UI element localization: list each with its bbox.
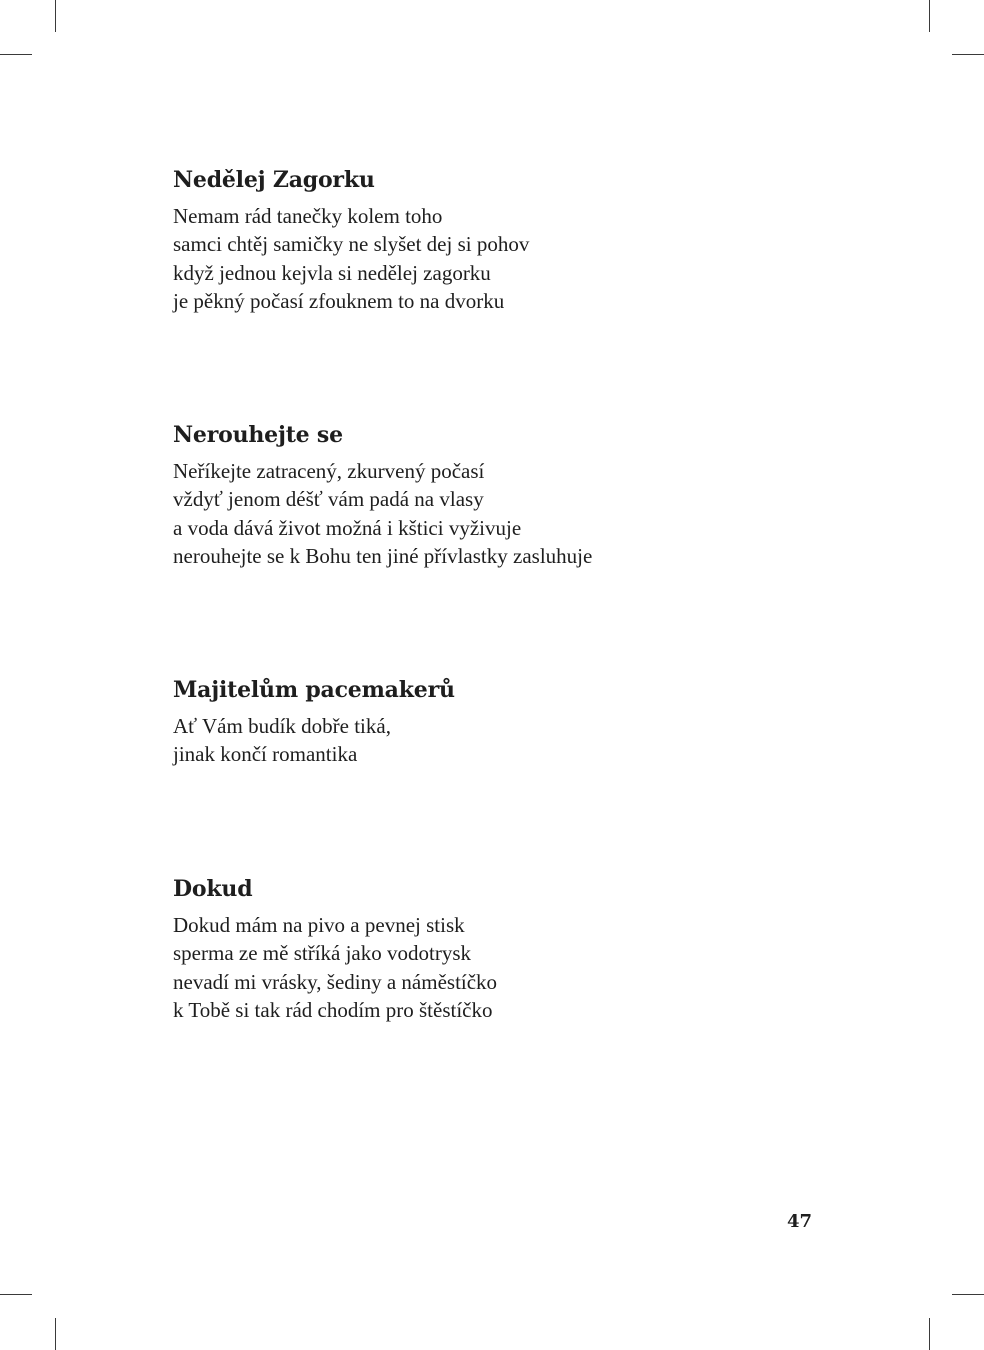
poem-line: je pěkný počasí zfouknem to na dvorku — [173, 289, 505, 314]
crop-mark-top-left-vertical — [55, 0, 56, 32]
poem-title: Nedělej Zagorku — [173, 167, 375, 193]
poem-line: vždyť jenom déšť vám padá na vlasy — [173, 487, 484, 512]
poem-line: nerouhejte se k Bohu ten jiné přívlastky zasluhuje — [173, 544, 593, 569]
poem-title: Nerouhejte se — [173, 422, 343, 448]
poem-majitelum-pacemakeru — [173, 676, 813, 769]
poem-dokud — [173, 875, 813, 1025]
poem-title: Majitelům pacemakerů — [173, 677, 455, 703]
crop-mark-bottom-right-horizontal — [952, 1294, 984, 1295]
poem-line: k Tobě si tak rád chodím pro štěstíčko — [173, 998, 493, 1023]
poem-line: Neříkejte zatracený, zkurvený počasí — [173, 459, 485, 483]
crop-mark-top-right-vertical — [929, 0, 930, 32]
poem-line: Ať Vám budík dobře tiká, — [173, 714, 391, 738]
poem-line: když jednou kejvla si nedělej zagorku — [173, 260, 491, 285]
poem-line: Nemam rád tanečky kolem toho — [173, 204, 443, 228]
crop-mark-top-left-horizontal — [0, 54, 32, 55]
page-number: 47 — [786, 1211, 812, 1232]
poem-nedelej-zagorku — [173, 166, 813, 316]
poem-line: a voda dává život možná i kštici vyživuje — [173, 515, 522, 540]
poem-nerouhejte-se — [173, 421, 813, 571]
poem-line: sperma ze mě stříká jako vodotrysk — [173, 941, 471, 966]
crop-mark-bottom-left-horizontal — [0, 1294, 32, 1295]
crop-mark-bottom-right-vertical — [929, 1318, 930, 1350]
crop-mark-bottom-left-vertical — [55, 1318, 56, 1350]
poem-line: samci chtěj samičky ne slyšet dej si pohov — [173, 232, 530, 257]
crop-mark-top-right-horizontal — [952, 54, 984, 55]
poem-line: jinak končí romantika — [173, 742, 358, 767]
poem-line: nevadí mi vrásky, šediny a náměstíčko — [173, 969, 498, 994]
poem-line: Dokud mám na pivo a pevnej stisk — [173, 913, 465, 937]
poem-title: Dokud — [173, 876, 253, 902]
